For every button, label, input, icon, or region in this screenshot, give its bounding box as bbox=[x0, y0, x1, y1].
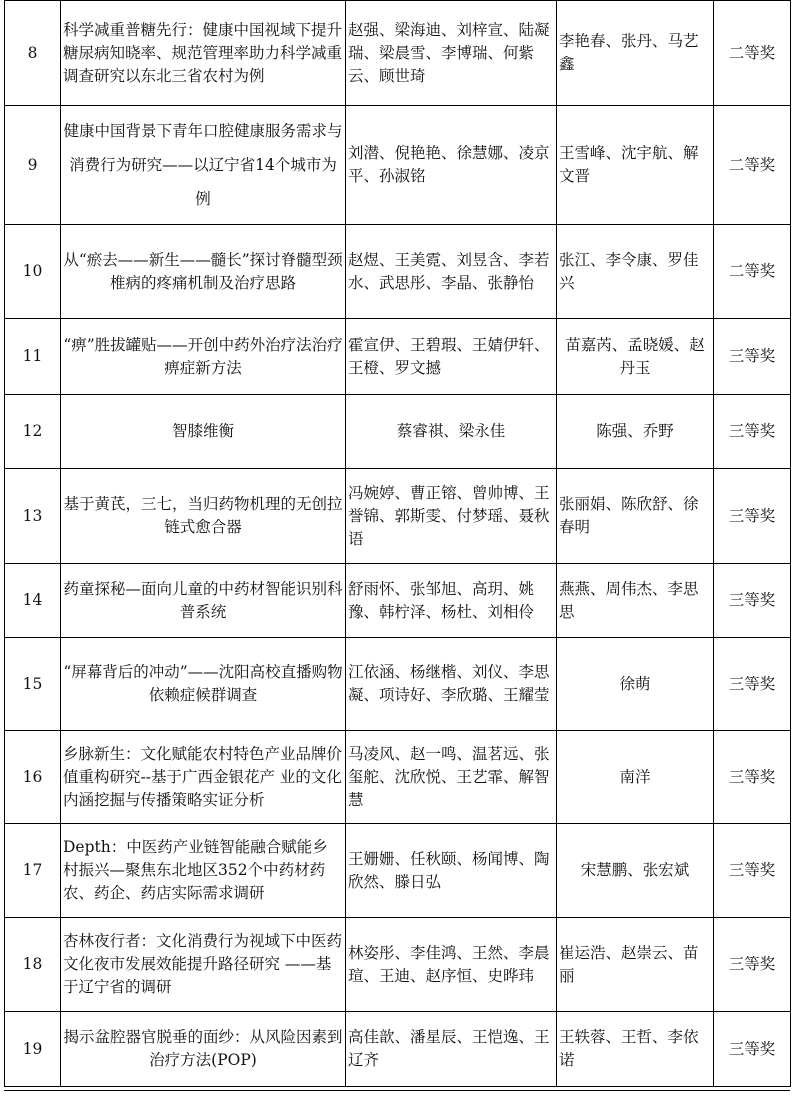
row-number: 14 bbox=[5, 564, 61, 638]
advisors: 陈强、乔野 bbox=[557, 395, 714, 469]
row-number: 16 bbox=[5, 731, 61, 824]
project-title: 杏林夜行者：文化消费行为视域下中医药文化夜市发展效能提升路径研究 ——基于辽宁省的调研 bbox=[61, 918, 346, 1012]
row-number: 17 bbox=[5, 824, 61, 918]
award-level: 三等奖 bbox=[714, 731, 791, 824]
row-number: 9 bbox=[5, 106, 61, 225]
project-title: “痹”胜拔罐贴——开创中药外治疗法治疗痹症新方法 bbox=[61, 319, 346, 395]
team-members: 刘潜、倪艳艳、徐慧娜、凌京平、孙淑铭 bbox=[346, 106, 557, 225]
project-title: “屏幕背后的冲动”——沈阳高校直播购物依赖症候群调查 bbox=[61, 638, 346, 731]
project-title: 智膝维衡 bbox=[61, 395, 346, 469]
project-title: 科学减重普糖先行：健康中国视域下提升糖尿病知晓率、规范管理率助力科学减重调查研究以东北三省农村为例 bbox=[61, 1, 346, 106]
team-members: 江依涵、杨继楷、刘仪、李思凝、项诗好、李欣璐、王耀莹 bbox=[346, 638, 557, 731]
row-number: 10 bbox=[5, 225, 61, 319]
project-title: Depth：中医药产业链智能融合赋能乡村振兴—聚焦东北地区352个中药材药农、药企、药店实际需求调研 bbox=[61, 824, 346, 918]
row-number: 8 bbox=[5, 1, 61, 106]
team-members: 马凌风、赵一鸣、温茗远、张玺舵、沈欣悦、王艺霏、解智慧 bbox=[346, 731, 557, 824]
table-row bbox=[5, 319, 791, 395]
advisors: 燕燕、周伟杰、李思思 bbox=[557, 564, 714, 638]
row-number: 18 bbox=[5, 918, 61, 1012]
table-row bbox=[5, 1012, 791, 1087]
table-row bbox=[5, 225, 791, 319]
award-level: 三等奖 bbox=[714, 564, 791, 638]
team-members: 蔡睿祺、梁永佳 bbox=[346, 395, 557, 469]
advisors: 张丽娟、陈欣舒、徐春明 bbox=[557, 469, 714, 564]
table-row bbox=[5, 1, 791, 106]
table-row bbox=[5, 106, 791, 225]
advisors: 徐萌 bbox=[557, 638, 714, 731]
page-bottom-rule bbox=[4, 1090, 790, 1091]
row-number: 19 bbox=[5, 1012, 61, 1087]
team-members: 霍宣伊、王碧瑕、王婧伊轩、王橙、罗文撼 bbox=[346, 319, 557, 395]
table-row bbox=[5, 638, 791, 731]
award-level: 三等奖 bbox=[714, 469, 791, 564]
row-number: 15 bbox=[5, 638, 61, 731]
project-title: 乡脉新生：文化赋能农村特色产业品牌价值重构研究--基于广西金银花产 业的文化内涵挖掘与传播策略实证分析 bbox=[61, 731, 346, 824]
team-members: 冯婉婷、曹正镕、曾帅博、王誉锦、郭斯雯、付梦瑶、聂秋语 bbox=[346, 469, 557, 564]
table-row bbox=[5, 731, 791, 824]
team-members: 赵强、梁海迪、刘梓宣、陆凝瑞、梁晨雪、李博瑞、何紫云、顾世琦 bbox=[346, 1, 557, 106]
table-row bbox=[5, 469, 791, 564]
team-members: 舒雨怀、张邹旭、高玥、姚豫、韩柠泽、杨杜、刘相伶 bbox=[346, 564, 557, 638]
project-title: 从“瘀去——新生——髓长”探讨脊髓型颈椎病的疼痛机制及治疗思路 bbox=[61, 225, 346, 319]
advisors: 南洋 bbox=[557, 731, 714, 824]
team-members: 林姿彤、李佳鸿、王然、李晨瑄、王迪、赵序恒、史晔玮 bbox=[346, 918, 557, 1012]
award-level: 三等奖 bbox=[714, 824, 791, 918]
award-level: 三等奖 bbox=[714, 319, 791, 395]
advisors: 王雪峰、沈宇航、解文晋 bbox=[557, 106, 714, 225]
award-level: 三等奖 bbox=[714, 1012, 791, 1087]
table-row bbox=[5, 824, 791, 918]
table-row bbox=[5, 918, 791, 1012]
award-level: 三等奖 bbox=[714, 395, 791, 469]
advisors: 王轶蓉、王哲、李依诺 bbox=[557, 1012, 714, 1087]
award-level: 二等奖 bbox=[714, 106, 791, 225]
project-title: 基于黄芪，三七，当归药物机理的无创拉链式愈合器 bbox=[61, 469, 346, 564]
team-members: 高佳歆、潘星辰、王恺逸、王辽齐 bbox=[346, 1012, 557, 1087]
award-level: 三等奖 bbox=[714, 918, 791, 1012]
advisors: 崔运浩、赵崇云、苗丽 bbox=[557, 918, 714, 1012]
award-level: 二等奖 bbox=[714, 225, 791, 319]
team-members: 赵煜、王美霓、刘昱含、李若水、武思彤、李晶、张静怡 bbox=[346, 225, 557, 319]
row-number: 11 bbox=[5, 319, 61, 395]
row-number: 12 bbox=[5, 395, 61, 469]
row-number: 13 bbox=[5, 469, 61, 564]
award-level: 三等奖 bbox=[714, 638, 791, 731]
project-title: 健康中国背景下青年口腔健康服务需求与消费行为研究——以辽宁省14个城市为例 bbox=[61, 106, 346, 225]
project-title: 药童探秘—面向儿童的中药材智能识别科普系统 bbox=[61, 564, 346, 638]
advisors: 苗嘉芮、孟晓媛、赵丹玉 bbox=[557, 319, 714, 395]
table-row bbox=[5, 395, 791, 469]
advisors: 张江、李令康、罗佳兴 bbox=[557, 225, 714, 319]
awards-table bbox=[4, 0, 791, 1087]
advisors: 李艳春、张丹、马艺鑫 bbox=[557, 1, 714, 106]
table-row bbox=[5, 564, 791, 638]
advisors: 宋慧鹏、张宏斌 bbox=[557, 824, 714, 918]
award-level: 二等奖 bbox=[714, 1, 791, 106]
team-members: 王姗姗、任秋颐、杨闻博、陶欣然、滕日弘 bbox=[346, 824, 557, 918]
project-title: 揭示盆腔器官脱垂的面纱：从风险因素到治疗方法(POP) bbox=[61, 1012, 346, 1087]
